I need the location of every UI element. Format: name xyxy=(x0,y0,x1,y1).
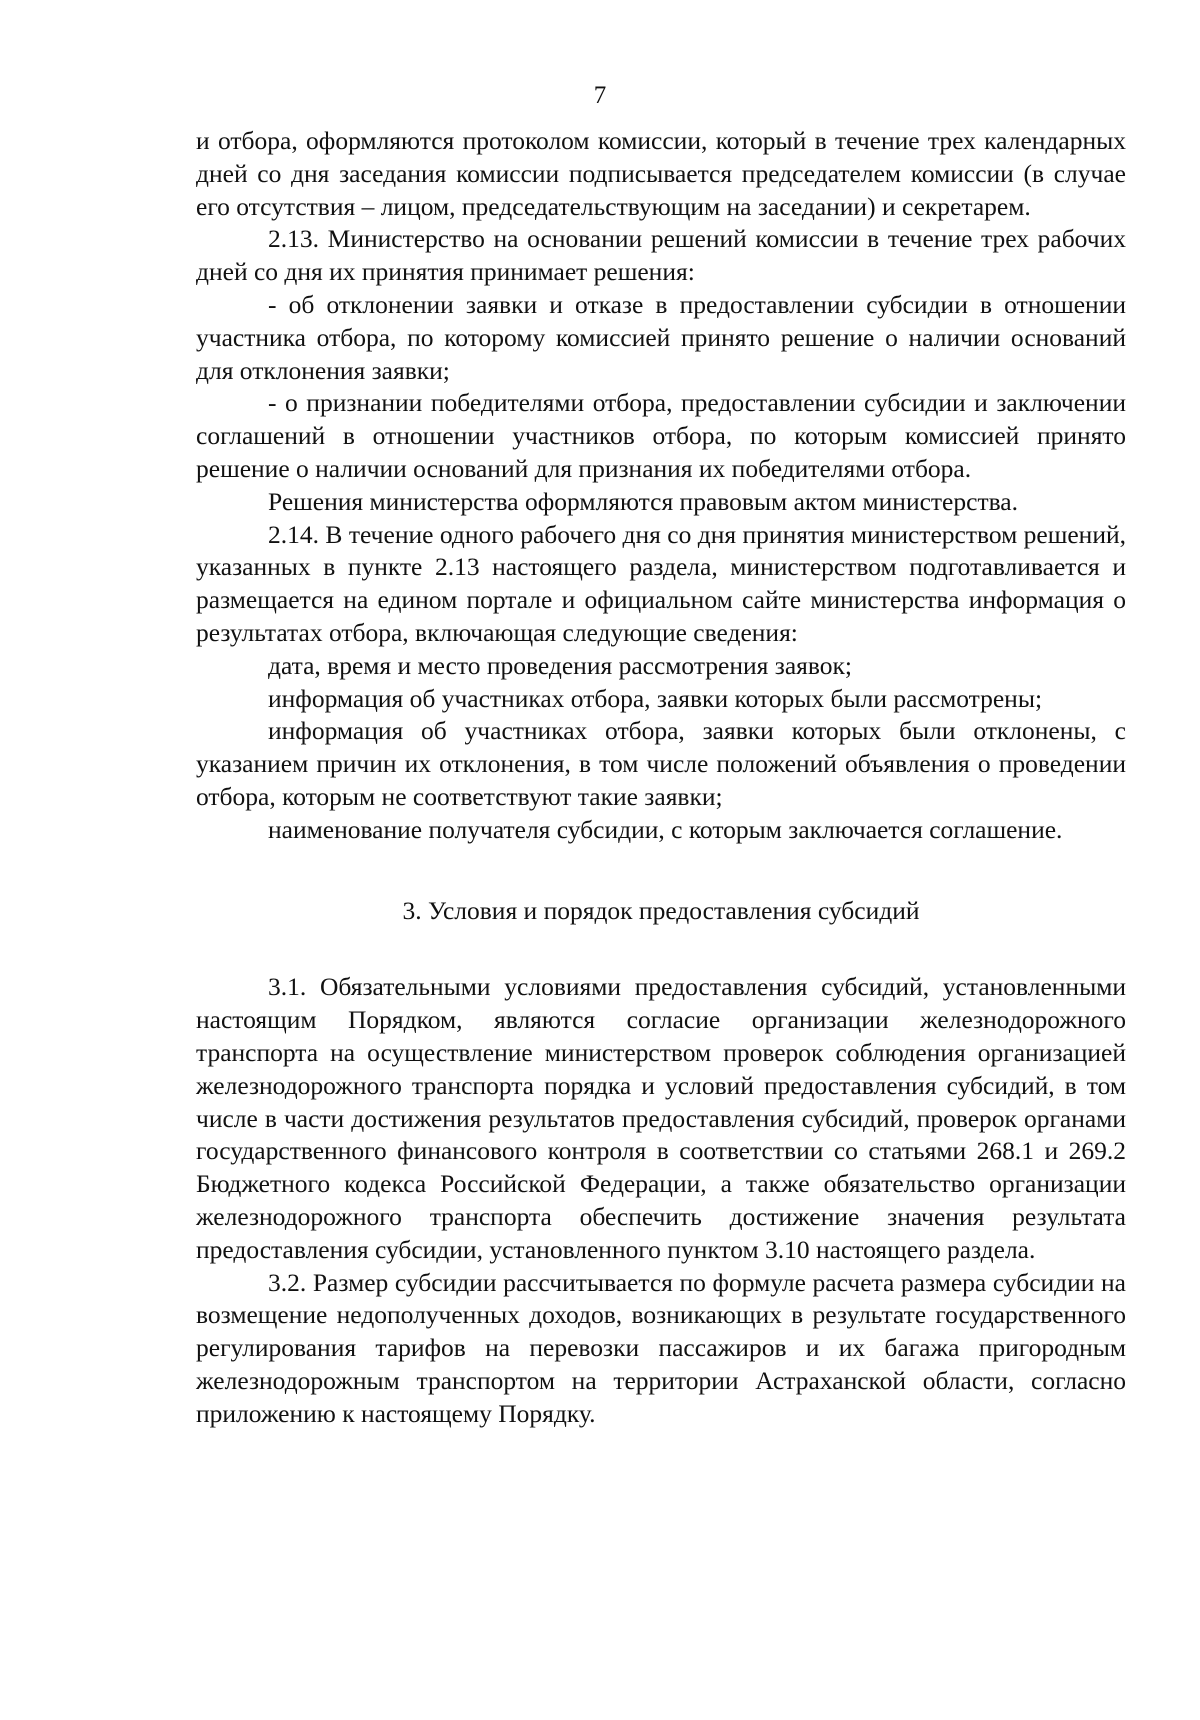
section-heading: 3. Условия и порядок предоставления субсидий xyxy=(402,895,920,925)
list-item: информация об участниках отбора, заявки которых были отклонены, с указанием причин их отклонения, в том числе положений объявления о проведении отбора, которым не соответствуют такие заявки; xyxy=(196,716,1126,811)
paragraph: Решения министерства оформляются правовым актом министерства. xyxy=(268,486,1018,516)
paragraph-2-14: 2.14. В течение одного рабочего дня со дня принятия министерством решений, указанных в пункте 2.13 настоящего раздела, министерством подготавливается и размещается на едином портале и официальном сайте министерства информация о результатах отбора, включающая следующие сведения: xyxy=(196,519,1126,647)
paragraph-3-1: 3.1. Обязательными условиями предоставления субсидий, установленными настоящим Порядком, являются согласие организации железнодорожного транспорта на осуществление министерством проверок соблюдения организацией железнодорожного транспорта порядка и условий предоставления субсидий, в том числе в части достижения результатов предоставления субсидий, проверок органами государственного финансового контроля в соответствии со статьями 268.1 и 269.2 Бюджетного кодекса Российской Федерации, а также обязательство организации железнодорожного транспорта обеспечить достижение значения результата предоставления субсидии, установленного пунктом 3.10 настоящего раздела. xyxy=(196,972,1126,1264)
list-item-winners: - о признании победителями отбора, предоставлении субсидии и заключении соглашений в отношении участников отбора, по которым комиссией принято решение о наличии оснований для признания их победителями отбора. xyxy=(196,388,1126,483)
paragraph-2-13: 2.13. Министерство на основании решений комиссии в течение трех рабочих дней со дня их принятия принимает решения: xyxy=(196,224,1126,287)
page-number: 7 xyxy=(593,82,607,109)
document-body xyxy=(196,125,1126,1430)
list-item: дата, время и место проведения рассмотрения заявок; xyxy=(268,650,852,680)
list-item: информация об участниках отбора, заявки которых были рассмотрены; xyxy=(268,683,1043,713)
paragraph-3-2: 3.2. Размер субсидии рассчитывается по формуле расчета размера субсидии на возмещение недополученных доходов, возникающих в результате государственного регулирования тарифов на перевозки пассажиров и их багажа пригородным железнодорожным транспортом на территории Астраханской области, согласно приложению к настоящему Порядку. xyxy=(196,1267,1126,1428)
paragraph: и отбора, оформляются протоколом комиссии, который в течение трех календарных дней со дня заседания комиссии подписывается председателем комиссии (в случае его отсутствия – лицом, председательствующим на заседании) и секретарем. xyxy=(196,126,1126,221)
list-item-rejection: - об отклонении заявки и отказе в предоставлении субсидии в отношении участника отбора, по которому комиссией принято решение о наличии оснований для отклонения заявки; xyxy=(196,289,1126,385)
list-item: наименование получателя субсидии, с которым заключается соглашение. xyxy=(268,814,1063,844)
